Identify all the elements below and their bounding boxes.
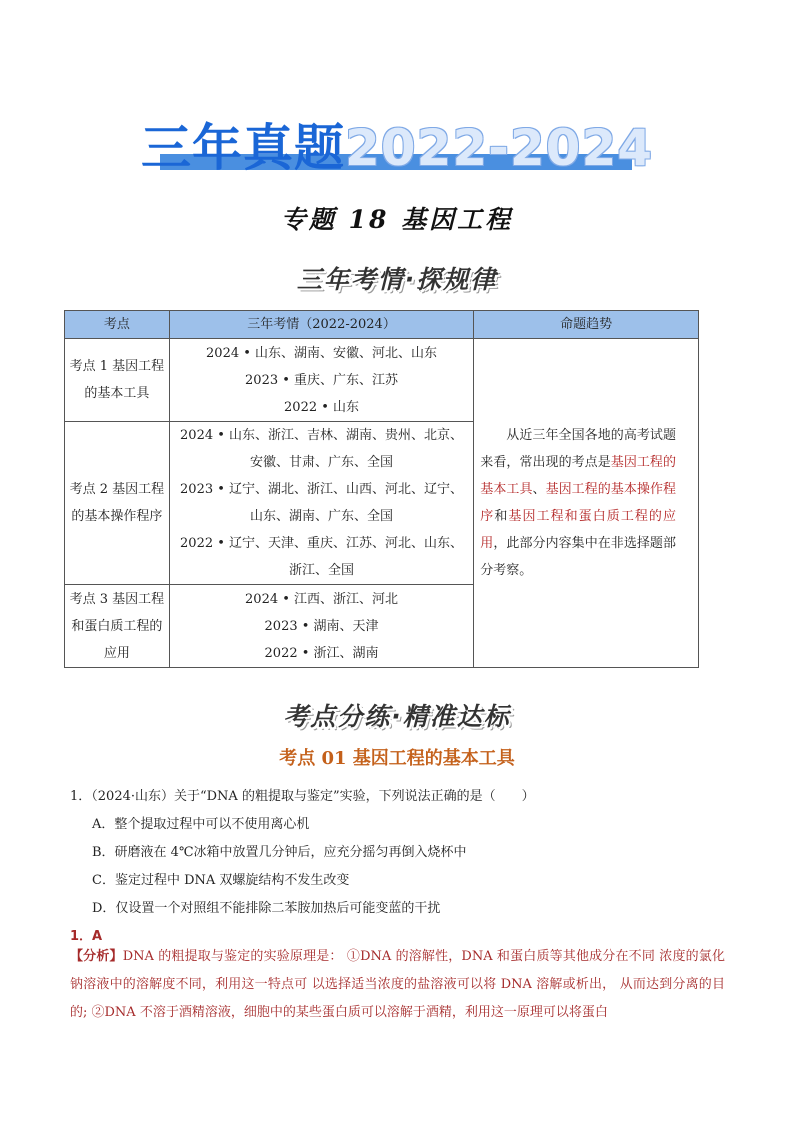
table-header-row (65, 311, 699, 339)
topic-title: 考点 01 基因工程的基本工具 (279, 748, 515, 769)
table-header-topic: 考点 (65, 311, 170, 339)
subject-title: 专题 18 基因工程 (280, 205, 514, 234)
analysis-text: DNA 的粗提取与鉴定的实验原理是： ①DNA 的溶解性，DNA 和蛋白质等其他成分在不同 浓度的氯化钠溶液中的溶解度不同，利用这一特点可 以选择适当浓度的盐溶液可以将 DNA 溶解或析出， 从而达到分离的目的; ②DNA 不溶于酒精溶液，细胞中的某些蛋白质可以溶解于酒精，利用这一原理可以将蛋白 (70, 949, 725, 1020)
exam-trend-table (64, 310, 699, 668)
table-cell-topic: 考点 1 基因工程的基本工具 (65, 339, 170, 422)
option-d: D．仅设置一个对照组不能排除二苯胺加热后可能变蓝的干扰 (92, 901, 441, 916)
table-cell-years: 2024 • 山东、湖南、安徽、河北、山东 2023 • 重庆、广东、江苏 2022 • 山东 (169, 339, 473, 422)
option-c: C．鉴定过程中 DNA 双螺旋结构不发生改变 (92, 873, 350, 888)
question-stem: 1．（2024·山东）关于“DNA 的粗提取与鉴定”实验，下列说法正确的是（ ） (70, 789, 535, 804)
table-header-years: 三年考情（2022-2024） (169, 311, 473, 339)
table-cell-trend: 从近三年全国各地的高考试题来看，常出现的考点是基因工程的基本工具、基因工程的基本操作程序和基因工程和蛋白质工程的应用，此部分内容集中在非选择题部分考察。 (474, 339, 699, 668)
banner (0, 118, 794, 178)
table-row (65, 339, 699, 422)
table-header-trend: 命题趋势 (474, 311, 699, 339)
table-cell-topic: 考点 3 基因工程和蛋白质工程的应用 (65, 585, 170, 668)
table-cell-topic: 考点 2 基因工程的基本操作程序 (65, 422, 170, 585)
analysis-tag: 【分析】 (70, 949, 123, 964)
banner-title: 三年真题2022-2024 (140, 119, 654, 177)
table-cell-years: 2024 • 山东、浙江、吉林、湖南、贵州、北京、安徽、甘肃、广东、全国 2023 • 辽宁、湖北、浙江、山西、河北、辽宁、山东、湖南、广东、全国 2022 • 辽宁、天津、重庆、江苏、河北、山东、浙江、全国 (169, 422, 473, 585)
option-a: A．整个提取过程中可以不使用离心机 (92, 817, 310, 832)
answer: 1．A (70, 929, 103, 944)
analysis (70, 943, 725, 1027)
question-block (70, 783, 730, 951)
section-heading-practice: 考点分练·精准达标 (283, 702, 511, 731)
section-heading-trends: 三年考情·探规律 (296, 265, 498, 294)
table-cell-years: 2024 • 江西、浙江、河北 2023 • 湖南、天津 2022 • 浙江、湖南 (169, 585, 473, 668)
option-b: B．研磨液在 4℃冰箱中放置几分钟后，应充分摇匀再倒入烧杯中 (92, 845, 467, 860)
